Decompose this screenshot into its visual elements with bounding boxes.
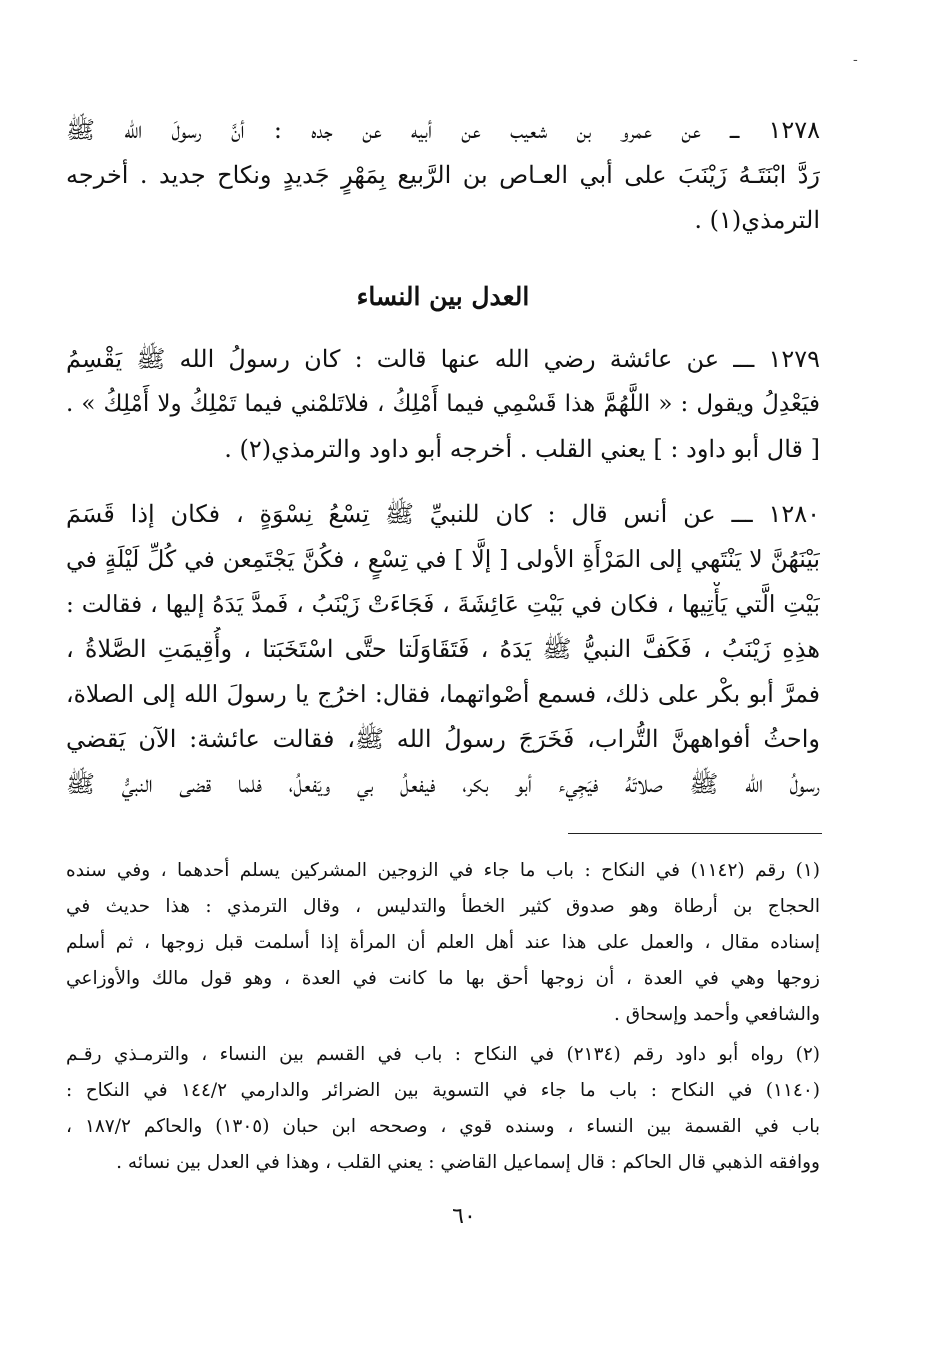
footnote-2-line-1: (٢) رواه أبو داود رقم (٢١٣٤) في النكاح : باب في القسم بين النساء ، والترمـذي رقـم [66, 1044, 820, 1065]
footnote-1-line-4: زوجها وهي في العدة ، أن زوجها أحق بها ما كانت في العدة ، وهو قول مالك والأوزاعي [66, 968, 820, 989]
footnote-1-line-1: (١) رقم (١١٤٢) في النكاح : باب ما جاء في الزوجين المشركين يسلم أحدهما ، وفي سنده [66, 860, 820, 881]
section-title: العدل بين النساء [356, 282, 530, 311]
footnote-2 [66, 1037, 820, 1181]
hadith-1278-line-1: ١٢٧٨ ـــ عن عمرو بن شعيب عن أبيه عن جده : أنَّ رسولَ الله ﷺ [66, 116, 820, 144]
hadith-1280-line-6: واحثُ أفواههنَّ التُّراب، فَخَرَجَ رسولُ الله ﷺ، فقالت عائشة: الآن يَقضي [66, 725, 820, 753]
hadith-1280-line-1: ١٢٨٠ ـــ عن أنس قال : كان للنبيِّ ﷺ تِسْعُ نِسْوَةٍ ، فكان إذا قَسَمَ [66, 500, 820, 528]
hadith-1279 [66, 337, 820, 472]
footnote-2-line-2: (١١٤٠) في النكاح : باب ما جاء في التسوية بين الضرائر والدارمي ١٤٤/٢ في النكاح : [66, 1080, 820, 1101]
hadith-1280 [66, 492, 820, 807]
hadith-1280-line-3: بَيْتِ الَّتي يَأْتِيها ، فكان في بَيْتِ عَائِشَةَ ، فَجَاءَتْ زَيْنَبُ ، فَمدَّ يَدَهُ إليها ، فقالت : [66, 590, 820, 618]
footnote-2-line-4: ووافقه الذهبي قال الحاكم : قال إسماعيل القاضي : يعني القلب ، وهذا في العدل بين نسائه . [116, 1152, 820, 1173]
page-number: ٦٠ [452, 1204, 476, 1229]
footnote-separator [568, 833, 822, 834]
hadith-1278-line-3: الترمذي(١) . [694, 206, 820, 234]
hadith-1280-line-5: فمرَّ أبو بكْر على ذلك، فسمع أصْواتهما، فقال: اخرُج يا رسولَ الله إلى الصلاة، [66, 680, 820, 708]
hadith-1279-line-3: [ قال أبو داود : ] يعني القلب . أخرجه أبو داود والترمذي(٢) . [224, 435, 820, 463]
hadith-1280-line-2: بَيْنَهُنَّ لا يَنْتَهي إلى المَرْأَةِ الأولى [ إلَّا ] في تِسْعٍ ، فكُنَّ يَجْتَمِعن في كُلِّ لَيْلَةٍ في [66, 545, 820, 573]
footnote-1 [66, 853, 820, 1033]
corner-mark: - [853, 52, 858, 68]
footnote-1-line-3: إسناده مقال ، والعمل على هذا عند أهل العلم أن المرأة إذا أسلمت قبل زوجها ، ثم أسلم [66, 932, 820, 953]
hadith-1280-line-4: هذِهِ زَيْنَبُ ، فَكَفَّ النبيُّ ﷺ يَدَهُ ، فَتَقَاوَلَتا حتَّى اسْتَخَبَتا ، وأُقِيمَتِ الصَّلاةُ ، [66, 635, 820, 663]
footnote-1-line-5: والشافعي وأحمد وإسحاق . [614, 1004, 820, 1025]
footnote-2-line-3: باب في القسمة بين النساء ، وسنده قوي ، وصححه ابن حبان (١٣٠٥) والحاكم ١٨٧/٢ ، [66, 1116, 820, 1137]
hadith-1278-line-2: رَدَّ ابْنَتَـهُ زَيْنَبَ على أبي العـاص بن الرَّبيع بِمَهْرٍ جَديدٍ ونكاح جديد . أخرجه [66, 161, 820, 189]
hadith-1278 [66, 108, 820, 243]
hadith-1280-line-7: رسولُ الله ﷺ صلاتَهُ فيَجِيء أبو بكر، فيفعلُ بي ويَفعلُ، فلما قضى النبيُّ ﷺ [66, 770, 820, 798]
hadith-1279-line-1: ١٢٧٩ ـــ عن عائشة رضي الله عنها قالت : كان رسولُ الله ﷺ يَقْسِمُ [66, 345, 820, 373]
hadith-1279-line-2: فيَعْدِلُ ويقول : « اللَّهُمَّ هذا قَسْمِي فيما أَمْلِكُ ، فلاتَلمْني فيما تَمْلِكُ ولا أَمْلِكُ » . [66, 391, 820, 417]
footnote-1-line-2: الحجاج بن أرطاة وهو صدوق كثير الخطأ والتدليس ، وقال الترمذي : هذا حديث في [66, 896, 820, 917]
